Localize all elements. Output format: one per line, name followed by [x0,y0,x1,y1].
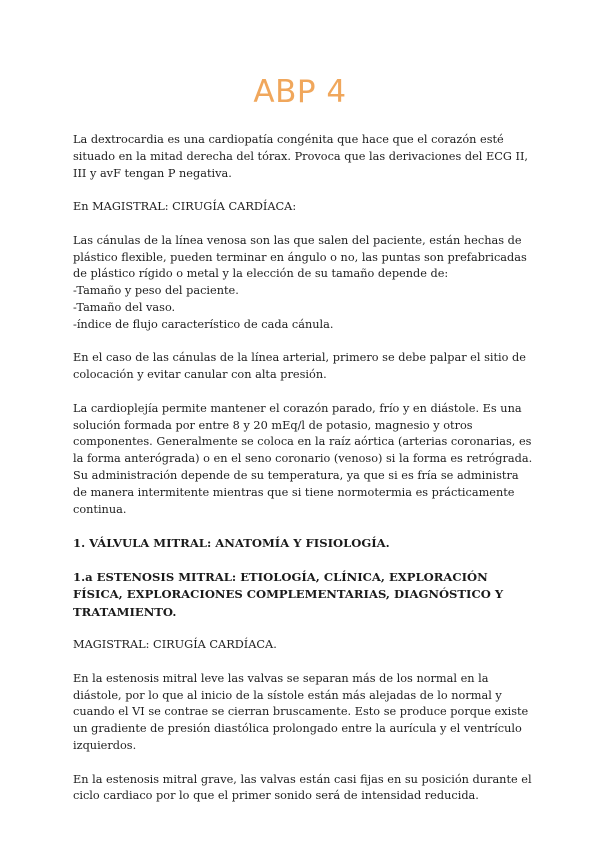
paragraph-magistral-heading: En MAGISTRAL: CIRUGÍA CARDÍACA: [73,200,297,214]
paragraph-venous-cannulas [73,233,533,334]
cardioplegia-administration-text: Su administración depende de su temperatura, ya que si es fría se administra de manera intermitente mientras que si tiene normotermia es prácticamente continua. [73,468,519,516]
section-heading-mitral-stenosis: 1.a ESTENOSIS MITRAL: ETIOLOGÍA, CLÍNICA, EXPLORACIÓN FÍSICA, EXPLORACIONES COMPLEMENTARIAS, DIAGNÓSTICO Y TRATAMIENTO. [73,569,504,619]
paragraph-magistral-subheading: MAGISTRAL: CIRUGÍA CARDÍACA. [73,638,277,652]
document-title: ABP 4 [253,74,347,110]
paragraph-mild-stenosis: En la estenosis mitral leve las valvas se separan más de los normal en la diástole, por lo que al inicio de la sístole están más alejadas de lo normal y cuando el VI se contrae se cierran bruscamente. Esto se produce porque existe un gradiente de presión diastólica prolongado entre la aurícula y el ventrículo izquierdos. [73,671,529,752]
cardioplegia-text: La cardioplejía permite mantener el corazón parado, frío y en diástole. Es una solución formada por entre 8 y 20 mEq/l de potasio, magnesio y otros componentes. Generalmente se coloca en la raíz aórtica (arterias coronarias, es la forma anterógrada) o en el seno coronario (venoso) si la forma es retrógrada. [73,401,533,466]
paragraph-cardioplegia [73,401,533,519]
section-heading-mitral-valve: 1. VÁLVULA MITRAL: ANATOMÍA Y FISIOLOGÍA. [73,536,390,551]
venous-cannulas-text: Las cánulas de la línea venosa son las que salen del paciente, están hechas de plástico flexible, pueden terminar en ángulo o no, las puntas son prefabricadas de plástico rígido o metal y la elección de su tamaño depende de: [73,233,527,281]
list-item: -Tamaño y peso del paciente. [73,284,239,298]
paragraph-dextrocardia: La dextrocardia es una cardiopatía congénita que hace que el corazón esté situado en la mitad derecha del tórax. Provoca que las derivaciones del ECG II, III y avF tengan P negativa. [73,133,529,180]
paragraph-severe-stenosis: En la estenosis mitral grave, las valvas están casi fijas en su posición durante el ciclo cardiaco por lo que el primer sonido será de intensidad reducida. [73,772,532,803]
document-body [73,132,533,822]
list-item: -Tamaño del vaso. [73,300,176,314]
paragraph-arterial-cannulas: En el caso de las cánulas de la línea arterial, primero se debe palpar el sitio de colocación y evitar canular con alta presión. [73,351,526,382]
list-item: -índice de flujo característico de cada cánula. [73,317,334,331]
